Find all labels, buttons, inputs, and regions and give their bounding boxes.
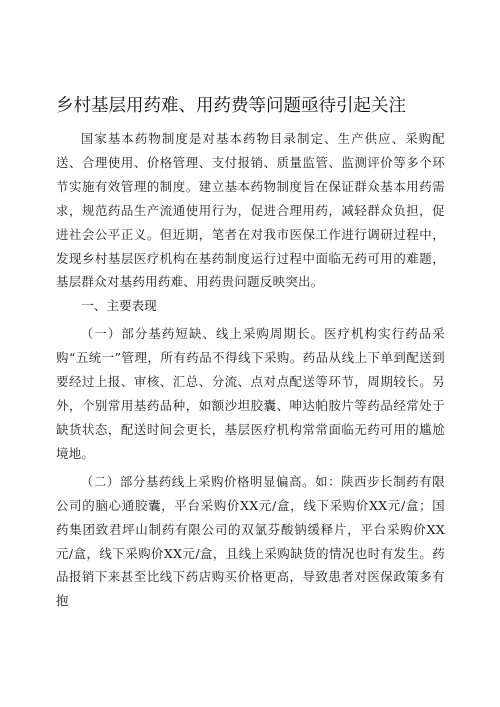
section-heading: 一、主要表现 [81, 298, 157, 314]
paragraph-1: （一）部分基药短缺、线上采购周期长。医疗机构实行药品采购“五统一”管理，所有药品不得线下采购。药品从线上下单到配送到要经过上报、审核、汇总、分流、点对点配送等环节，周期较长。另外，个别常用基药品种，如额沙坦胶囊、呻达帕胺片等药品经常处于缺货状态，配送时间会更长，基层医疗机构常常面临无药可用的尴尬境地。 [56, 326, 445, 461]
intro-paragraph: 国家基本药物制度是对基本药物目录制定、生产供应、采购配送、合理使用、价格管理、支付报销、质量监管、监测评价等多个环节实施有效管理的制度。建立基本药物制度旨在保证群众基本用药需求，规范药品生产流通使用行为，促进合理用药，减轻群众负担，促进社会公平正义。但近期，笔者在对我市医保工作进行调研过程中，发现乡村基层医疗机构在基药制度运行过程中面临无药可用的难题，基层群众对基药用药难、用药贵问题反映突出。 [56, 131, 445, 290]
document-title: 乡村基层用药难、用药费等问题亟待引起关注 [56, 96, 406, 116]
paragraph-2: （二）部分基药线上采购价格明显偏高。如：陕西步长制药有限公司的脑心通胶囊，平台采购价XX元/盒，线下采购价XX元/盒；国药集团致君坪山制药有限公司的双氯芬酸钠缓释片，平台采购价XX元/盒，线下采购价XX元/盒，且线上采购缺货的情况也时有发生。药品报销下来甚至比线下药店购买价格更高，导致患者对医保政策多有抱 [56, 473, 445, 609]
